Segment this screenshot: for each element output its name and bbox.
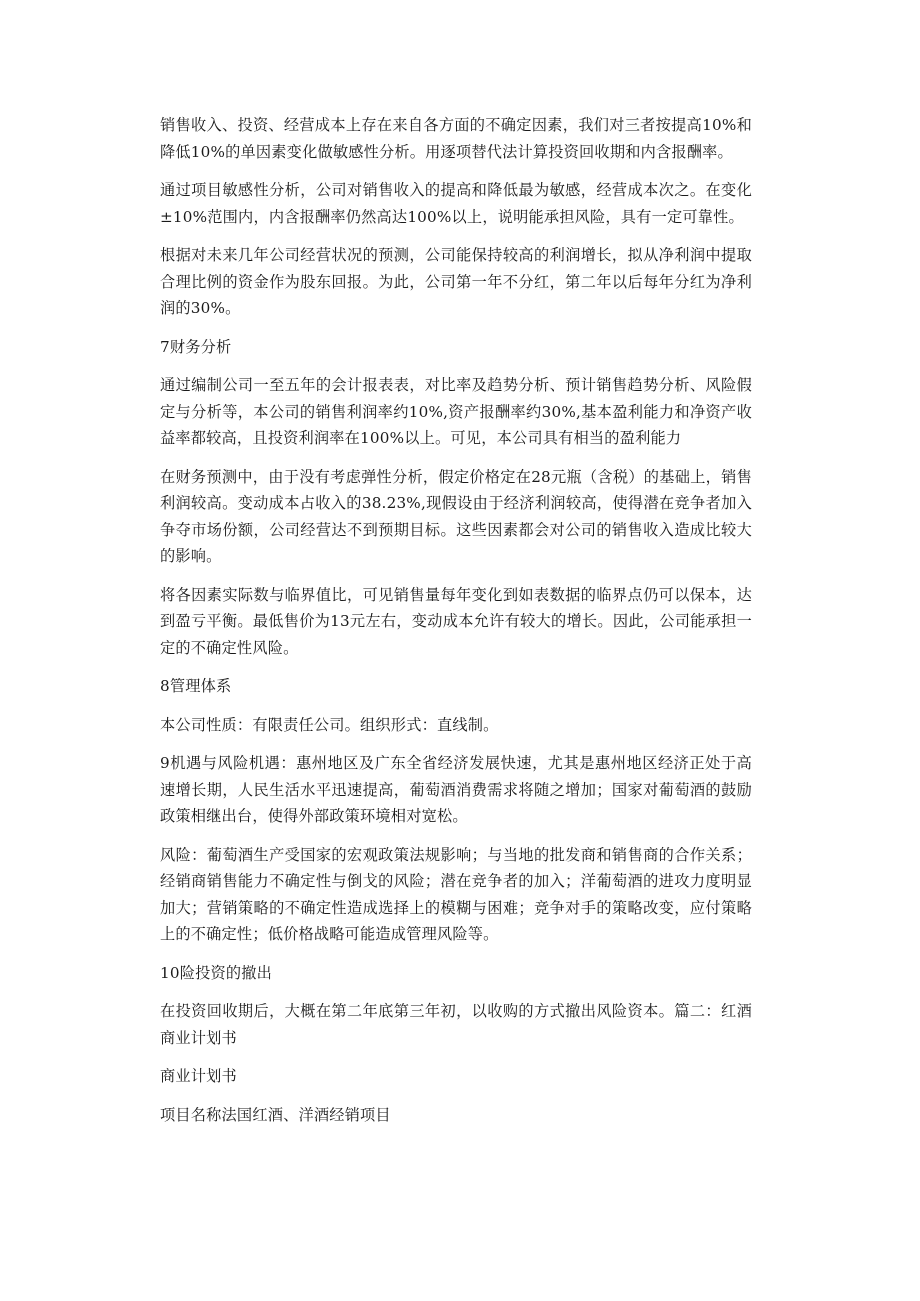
section-heading-management-system: 8管理体系 (160, 677, 232, 695)
paragraph-dividend-policy: 根据对未来几年公司经营状况的预测，公司能保持较高的利润增长，拟从净利润中提取合理比例的资金作为股东回报。为此，公司第一年不分红，第二年以后每年分红为净利润的30%。 (160, 246, 752, 317)
document-page (160, 112, 752, 1140)
section-heading-financial-analysis: 7财务分析 (160, 337, 232, 356)
paragraph-financial-forecast: 在财务预测中，由于没有考虑弹性分析，假定价格定在28元瓶（含税）的基础上，销售利润较高。变动成本占收入的38.23%,现假设由于经济利润较高，使得潜在竞争者加入争夺市场份额，公司经营达不到预期目标。这些因素都会对公司的销售收入造成比较大的影响。 (160, 467, 752, 565)
section-heading-investment-exit: 10险投资的撤出 (160, 963, 273, 982)
project-name-line: 项目名称法国红酒、洋酒经销项目 (160, 1105, 391, 1124)
paragraph-exit-plan: 在投资回收期后，大概在第二年底第三年初，以收购的方式撤出风险资本。篇二：红酒商业计划书 (160, 1002, 752, 1047)
paragraph-opportunities: 9机遇与风险机遇：惠州地区及广东全省经济发展快速，尤其是惠州地区经济正处于高速增长期，人民生活水平迅速提高，葡萄酒消费需求将随之增加；国家对葡萄酒的鼓励政策相继出台，使得外部政策环境相对宽松。 (160, 754, 752, 825)
paragraph-company-nature: 本公司性质：有限责任公司。组织形式：直线制。 (160, 715, 499, 734)
paragraph-risks: 风险：葡萄酒生产受国家的宏观政策法规影响；与当地的批发商和销售商的合作关系；经销商销售能力不确定性与倒戈的风险；潜在竞争者的加入；洋葡萄酒的进攻力度明显加大；营销策略的不确定性造成选择上的模糊与困难；竞争对手的策略改变，应付策略上的不确定性；低价格战略可能造成管理风险等。 (160, 845, 752, 943)
paragraph-sensitivity-intro: 销售收入、投资、经营成本上存在来自各方面的不确定因素，我们对三者按提高10%和降低10%的单因素变化做敏感性分析。用逐项替代法计算投资回收期和内含报酬率。 (160, 116, 752, 161)
document-subtitle-business-plan: 商业计划书 (160, 1067, 237, 1085)
paragraph-break-even: 将各因素实际数与临界值比，可见销售量每年变化到如表数据的临界点仍可以保本，达到盈亏平衡。最低售价为13元左右，变动成本允许有较大的增长。因此，公司能承担一定的不确定性风险。 (160, 585, 752, 657)
paragraph-profitability: 通过编制公司一至五年的会计报表表，对比率及趋势分析、预计销售趋势分析、风险假定与分析等，本公司的销售利润率约10%,资产报酬率约30%,基本盈利能力和净资产收益率都较高，且投资利润率在100%以上。可见，本公司具有相当的盈利能力 (160, 376, 752, 447)
paragraph-sensitivity-result: 通过项目敏感性分析，公司对销售收入的提高和降低最为敏感，经营成本次之。在变化±10%范围内，内含报酬率仍然高达100%以上，说明能承担风险，具有一定可靠性。 (160, 181, 752, 226)
